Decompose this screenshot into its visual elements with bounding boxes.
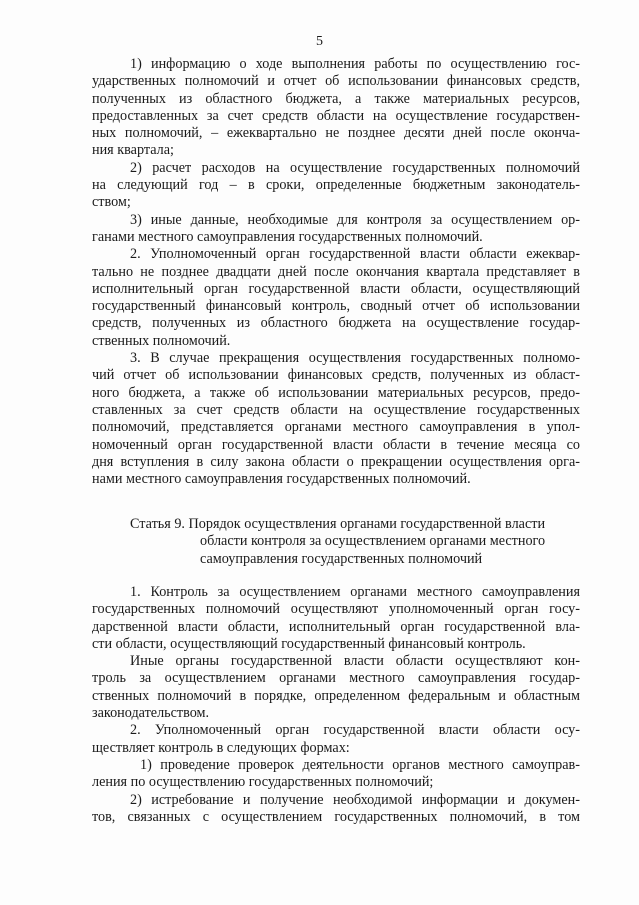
text-line: троль за осуществлением органами местного самоуправления государ- — [92, 670, 580, 687]
text-line: государственный финансовый контроль, сводный отчет об использовании — [92, 298, 580, 315]
text-line: предоставленных за счет средств области на осуществление государствен- — [92, 107, 580, 124]
text-line: средств, полученных из областного бюджета на осуществление государ- — [92, 315, 580, 332]
text-line: 3. В случае прекращения осуществления государственных полномо- — [130, 350, 580, 367]
text-line: 1. Контроль за осуществлением органами местного самоуправления — [130, 584, 580, 600]
text-line: государственных полномочий осуществляют уполномоченный орган госу- — [92, 601, 580, 618]
text-line: дня вступления в силу закона области о прекращении осуществления орга- — [92, 453, 580, 470]
text-line: ственных полномочий. — [92, 332, 231, 349]
text-line: ганами местного самоуправления государственных полномочий. — [92, 228, 483, 245]
text-line: 2. Уполномоченный орган государственной власти области осу- — [130, 722, 580, 739]
text-line: ством; — [92, 194, 131, 211]
text-line: номоченный орган государственной власти области в течение месяца со — [92, 436, 580, 453]
text-line: на следующий год – в сроки, определенные бюджетным законодатель- — [92, 177, 580, 194]
text-line: Иные органы государственной власти области осуществляют кон- — [130, 653, 580, 670]
text-line: 1) проведение проверок деятельности органов местного самоуправ- — [140, 756, 580, 773]
text-line: 2) истребование и получение необходимой информации и докумен- — [130, 791, 580, 808]
text-line: законодательством. — [92, 705, 210, 722]
text-line: сти области, осуществляющий государственный финансовый контроль. — [92, 635, 526, 652]
text-line: ния квартала; — [92, 142, 174, 159]
text-line: 2. Уполномоченный орган государственной власти области ежеквар- — [130, 246, 580, 263]
text-line: тально не позднее двадцати дней после окончания квартала представляет в — [92, 263, 580, 280]
text-line: ственных полномочий в порядке, определенном федеральным и областным — [92, 687, 580, 704]
text-line: ных полномочий, – ежеквартально не позднее десяти дней после оконча- — [92, 125, 580, 142]
heading-line: области контроля за осуществлением органами местного — [200, 533, 546, 550]
text-line: ления по осуществлению государственных полномочий; — [92, 774, 434, 791]
page-number: 5 — [316, 34, 323, 49]
text-line: дарственной власти области, исполнительный орган государственной вла- — [92, 618, 580, 635]
text-line: ного бюджета, а также об использовании материальных ресурсов, предо- — [92, 384, 580, 401]
heading-line: Статья 9. Порядок осуществления органами государственной власти — [130, 516, 546, 532]
text-line: 1) информацию о ходе выполнения работы по осуществлению гос- — [130, 56, 580, 72]
text-line: ставленных за счет средств области на осуществление государственных — [92, 401, 580, 418]
article-8-continuation — [92, 56, 580, 488]
article-9-heading — [130, 516, 585, 568]
heading-line: самоуправления государственных полномочий — [200, 550, 483, 567]
text-line: исполнительный орган государственной власти области, осуществляющий — [92, 280, 580, 297]
text-line: полученных из областного бюджета, а также материальных ресурсов, — [92, 90, 580, 107]
text-line: тов, связанных с осуществлением государственных полномочий, в том — [92, 808, 580, 825]
text-line: 3) иные данные, необходимые для контроля за осуществлением ор- — [130, 211, 580, 228]
text-line: нами местного самоуправления государственных полномочий. — [92, 471, 471, 488]
text-line: чий отчет об использовании финансовых средств, полученных из област- — [92, 367, 580, 384]
article-9-body — [92, 584, 580, 826]
text-line: 2) расчет расходов на осуществление государственных полномочий — [130, 159, 580, 176]
text-line: полномочий, представляется органами местного самоуправления в упол- — [92, 419, 580, 436]
text-line: ществляет контроль в следующих формах: — [92, 739, 350, 756]
text-line: ударственных полномочий и отчет об использовании финансовых средств, — [92, 73, 580, 90]
